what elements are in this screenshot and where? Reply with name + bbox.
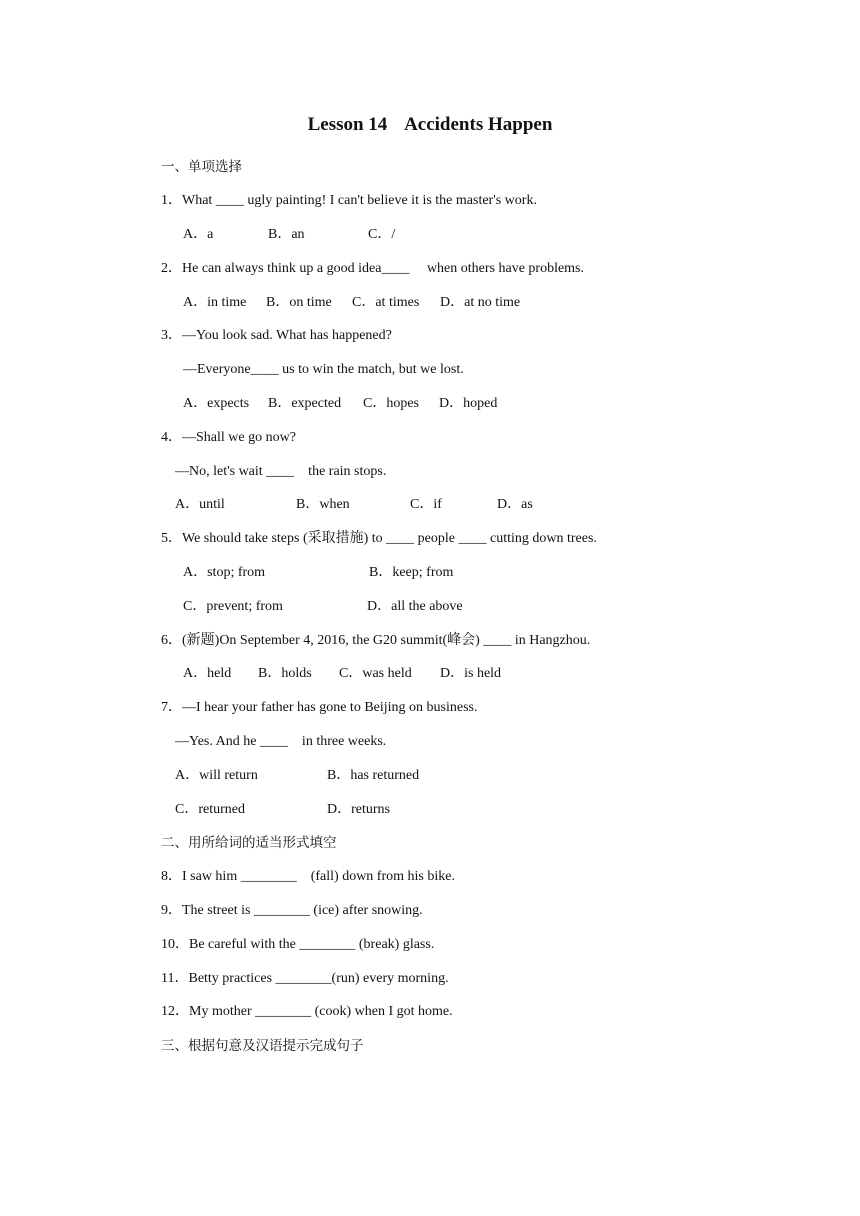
question-4: 4．—Shall we go now? bbox=[161, 430, 296, 445]
option-5c: C．prevent; from bbox=[183, 599, 283, 614]
option-1a: A．a bbox=[183, 227, 214, 242]
option-2b: B．on time bbox=[266, 295, 332, 310]
option-6a: A．held bbox=[183, 666, 232, 681]
lesson-number: Lesson 14 bbox=[307, 114, 388, 135]
option-1c: C．/ bbox=[368, 227, 396, 242]
option-5a: A．stop; from bbox=[183, 565, 266, 580]
question-6: 6．(新题)On September 4, 2016, the G20 summit(峰会) ____ in Hangzhou. bbox=[161, 633, 591, 648]
option-7d: D．returns bbox=[327, 802, 390, 817]
option-4a: A．until bbox=[175, 497, 225, 512]
section-heading-2: 二、用所给词的适当形式填空 bbox=[161, 835, 337, 851]
option-2a: A．in time bbox=[183, 295, 247, 310]
question-5: 5．We should take steps (采取措施) to ____ people ____ cutting down trees. bbox=[161, 531, 597, 546]
option-6b: B．holds bbox=[258, 666, 312, 681]
option-4b: B．when bbox=[296, 497, 350, 512]
section-heading-3: 三、根据句意及汉语提示完成句子 bbox=[161, 1038, 364, 1054]
question-7: 7．—I hear your father has gone to Beijing on business. bbox=[161, 700, 478, 715]
option-7c: C．returned bbox=[175, 802, 245, 817]
section-heading-1: 一、单项选择 bbox=[161, 159, 242, 175]
option-5d: D．all the above bbox=[367, 599, 463, 614]
lesson-name: Accidents Happen bbox=[404, 114, 553, 135]
option-7a: A．will return bbox=[175, 768, 258, 783]
question-8: 8．I saw him ________ (fall) down from his bike. bbox=[161, 869, 455, 884]
option-3c: C．hopes bbox=[363, 396, 419, 411]
question-3: 3．—You look sad. What has happened? bbox=[161, 328, 392, 343]
question-10: 10．Be careful with the ________ (break) glass. bbox=[161, 937, 435, 952]
option-4c: C．if bbox=[410, 497, 442, 512]
page-title bbox=[0, 114, 860, 136]
option-3a: A．expects bbox=[183, 396, 250, 411]
question-2: 2．He can always think up a good idea____ when others have problems. bbox=[161, 261, 585, 276]
question-4-reply: —No, let's wait ____ the rain stops. bbox=[175, 464, 387, 479]
question-9: 9．The street is ________ (ice) after snowing. bbox=[161, 903, 423, 918]
option-5b: B．keep; from bbox=[369, 565, 454, 580]
option-6c: C．was held bbox=[339, 666, 412, 681]
option-1b: B．an bbox=[268, 227, 305, 242]
option-6d: D．is held bbox=[440, 666, 502, 681]
option-4d: D．as bbox=[497, 497, 533, 512]
question-3-reply: —Everyone____ us to win the match, but we lost. bbox=[183, 362, 464, 377]
question-1: 1．What ____ ugly painting! I can't believe it is the master's work. bbox=[161, 193, 537, 208]
question-11: 11．Betty practices ________(run) every morning. bbox=[161, 971, 449, 986]
option-7b: B．has returned bbox=[327, 768, 420, 783]
question-7-reply: —Yes. And he ____ in three weeks. bbox=[175, 734, 387, 749]
option-2d: D．at no time bbox=[440, 295, 521, 310]
option-2c: C．at times bbox=[352, 295, 420, 310]
option-3d: D．hoped bbox=[439, 396, 498, 411]
question-12: 12．My mother ________ (cook) when I got home. bbox=[161, 1004, 453, 1019]
option-3b: B．expected bbox=[268, 396, 342, 411]
